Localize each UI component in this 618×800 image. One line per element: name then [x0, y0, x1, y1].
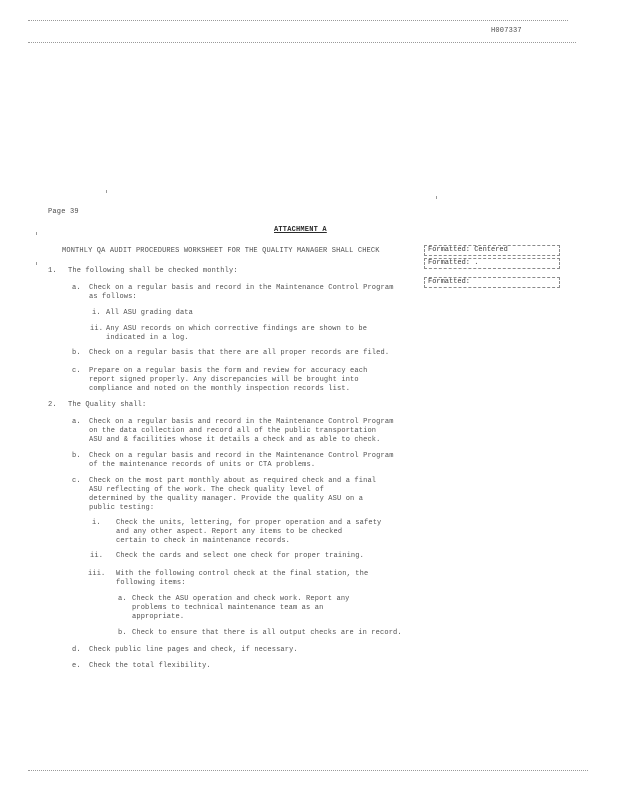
item-line: Check on a regular basis and record in the Maintenance Control Program: [89, 284, 394, 292]
subsubitem-line: Check the ASU operation and check work. Report any: [132, 595, 350, 603]
scan-speck: [106, 190, 107, 193]
item-line: Check on a regular basis and record in the Maintenance Control Program: [89, 418, 394, 426]
scan-noise-top-1: [28, 20, 568, 27]
scan-speck: [36, 262, 37, 265]
subsubitem-letter: b.: [118, 629, 127, 637]
item-letter: a.: [72, 418, 81, 426]
item-letter: b.: [72, 452, 81, 460]
item-line: determined by the quality manager. Provide the quality ASU on a: [89, 495, 364, 503]
item-line: public testing:: [89, 504, 155, 512]
scan-noise-bottom: [28, 770, 588, 777]
item-letter: c.: [72, 477, 81, 485]
page-label: Page 39: [48, 208, 79, 216]
item-line: report signed properly. Any discrepancies will be brought into: [89, 376, 359, 384]
subitem-line: following items:: [116, 579, 186, 587]
section-text: The following shall be checked monthly:: [68, 267, 238, 275]
section-text: The Quality shall:: [68, 401, 147, 409]
subitem-num: i.: [92, 309, 101, 317]
subsubitem-line: problems to technical maintenance team as an: [132, 604, 324, 612]
subitem-line: With the following control check at the final station, the: [116, 570, 369, 578]
item-letter: b.: [72, 349, 81, 357]
subitem-line: Any ASU records on which corrective findings are shown to be: [106, 325, 368, 333]
item-line: as follows:: [89, 293, 137, 301]
section-number: 1.: [48, 267, 57, 275]
item-line: Check on the most part monthly about as required check and a final: [89, 477, 377, 485]
item-text: Check public line pages and check, if necessary.: [89, 646, 298, 654]
subitem-text: Check the cards and select one check for proper training.: [116, 552, 364, 560]
item-letter: a.: [72, 284, 81, 292]
subitem-line: Check the units, lettering, for proper operation and a safety: [116, 519, 382, 527]
subsubitem-letter: a.: [118, 595, 127, 603]
scan-speck: [36, 232, 37, 235]
annotation-label-3: Formatted:: [428, 278, 471, 286]
subitem-text: All ASU grading data: [106, 309, 194, 317]
item-letter: c.: [72, 367, 81, 375]
subsubitem-text: Check to ensure that there is all output checks are in record.: [132, 629, 402, 637]
subitem-num: i.: [92, 519, 101, 527]
annotation-label-1: Formatted: Centered: [428, 246, 508, 254]
attachment-title: ATTACHMENT A: [274, 226, 327, 234]
item-line: on the data collection and record all of the public transportation: [89, 427, 377, 435]
scan-noise-top-2: [28, 42, 576, 49]
item-line: ASU and & facilities whose it details a check and as able to check.: [89, 436, 381, 444]
item-text: Check on a regular basis that there are all proper records are filed.: [89, 349, 390, 357]
item-line: ASU reflecting of the work. The check quality level of: [89, 486, 324, 494]
item-line: Prepare on a regular basis the form and review for accuracy each: [89, 367, 368, 375]
section-number: 2.: [48, 401, 57, 409]
subitem-line: and any other aspect. Report any items to be checked: [116, 528, 343, 536]
item-text: Check the total flexibility.: [89, 662, 211, 670]
item-line: of the maintenance records of units or CTA problems.: [89, 461, 316, 469]
subitem-num: iii.: [88, 570, 106, 578]
subitem-num: ii.: [90, 325, 104, 333]
document-id: H007337: [491, 27, 522, 35]
item-letter: e.: [72, 662, 81, 670]
annotation-label-2: Formatted: .: [428, 259, 479, 267]
subitem-num: ii.: [90, 552, 104, 560]
subitem-line: indicated in a log.: [106, 334, 189, 342]
scan-speck: [436, 196, 437, 199]
item-line: Check on a regular basis and record in the Maintenance Control Program: [89, 452, 394, 460]
heading: MONTHLY QA AUDIT PROCEDURES WORKSHEET FOR THE QUALITY MANAGER SHALL CHECK: [62, 247, 380, 255]
subsubitem-line: appropriate.: [132, 613, 185, 621]
subitem-line: certain to check in maintenance records.: [116, 537, 291, 545]
item-line: compliance and noted on the monthly inspection records list.: [89, 385, 351, 393]
item-letter: d.: [72, 646, 81, 654]
